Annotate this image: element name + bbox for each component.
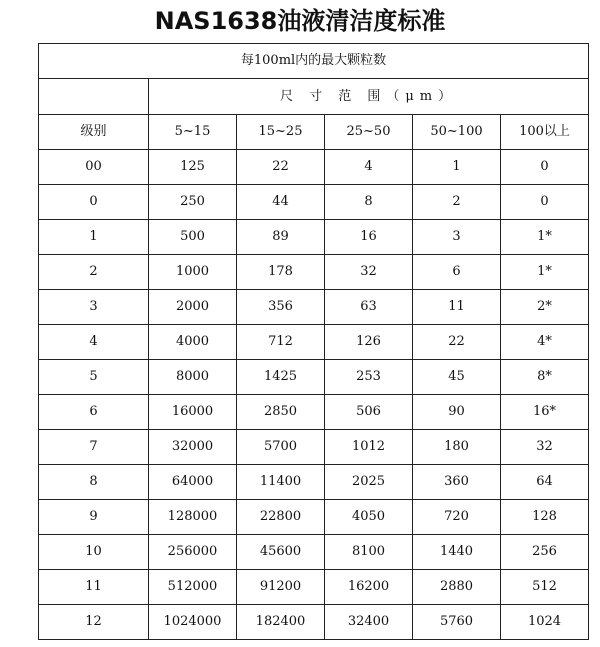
grade-cell: 00 bbox=[39, 150, 149, 185]
grade-cell: 11 bbox=[39, 570, 149, 605]
particle-count-cell: 89 bbox=[237, 220, 325, 255]
particle-count-cell: 1024 bbox=[501, 605, 589, 640]
particle-count-cell: 4050 bbox=[325, 500, 413, 535]
table-row bbox=[39, 570, 589, 605]
particle-count-cell: 63 bbox=[325, 290, 413, 325]
particle-count-cell: 712 bbox=[237, 325, 325, 360]
particle-count-cell: 64000 bbox=[149, 465, 237, 500]
grade-cell: 2 bbox=[39, 255, 149, 290]
particle-count-cell: 360 bbox=[413, 465, 501, 500]
particle-count-cell: 2* bbox=[501, 290, 589, 325]
particle-count-cell: 4 bbox=[325, 150, 413, 185]
particle-count-cell: 45 bbox=[413, 360, 501, 395]
grade-cell: 0 bbox=[39, 185, 149, 220]
particle-count-cell: 4000 bbox=[149, 325, 237, 360]
particle-count-cell: 0 bbox=[501, 185, 589, 220]
size-column-header: 50~100 bbox=[413, 115, 501, 150]
particle-count-cell: 22 bbox=[413, 325, 501, 360]
particle-count-cell: 1024000 bbox=[149, 605, 237, 640]
table-row bbox=[39, 395, 589, 430]
grade-cell: 9 bbox=[39, 500, 149, 535]
particle-count-cell: 16000 bbox=[149, 395, 237, 430]
particle-count-cell: 11400 bbox=[237, 465, 325, 500]
table-row bbox=[39, 465, 589, 500]
table-row bbox=[39, 500, 589, 535]
particle-count-cell: 720 bbox=[413, 500, 501, 535]
particle-count-cell: 256 bbox=[501, 535, 589, 570]
particle-count-cell: 180 bbox=[413, 430, 501, 465]
particle-count-cell: 45600 bbox=[237, 535, 325, 570]
particle-count-cell: 126 bbox=[325, 325, 413, 360]
particle-count-cell: 1000 bbox=[149, 255, 237, 290]
particle-count-cell: 90 bbox=[413, 395, 501, 430]
grade-cell: 6 bbox=[39, 395, 149, 430]
particle-count-cell: 32 bbox=[501, 430, 589, 465]
particle-count-cell: 32400 bbox=[325, 605, 413, 640]
particle-count-cell: 512 bbox=[501, 570, 589, 605]
grade-cell: 12 bbox=[39, 605, 149, 640]
particle-count-cell: 16 bbox=[325, 220, 413, 255]
particle-count-cell: 8 bbox=[325, 185, 413, 220]
particle-count-cell: 1012 bbox=[325, 430, 413, 465]
particle-count-cell: 0 bbox=[501, 150, 589, 185]
particle-count-cell: 128 bbox=[501, 500, 589, 535]
grade-cell: 5 bbox=[39, 360, 149, 395]
table-row bbox=[39, 325, 589, 360]
particle-count-cell: 253 bbox=[325, 360, 413, 395]
grade-cell: 3 bbox=[39, 290, 149, 325]
particle-count-cell: 4* bbox=[501, 325, 589, 360]
particle-count-cell: 6 bbox=[413, 255, 501, 290]
particle-count-cell: 128000 bbox=[149, 500, 237, 535]
table-row bbox=[39, 430, 589, 465]
table-row bbox=[39, 255, 589, 290]
particle-count-cell: 500 bbox=[149, 220, 237, 255]
table-caption: 每100ml内的最大颗粒数 bbox=[39, 44, 589, 79]
size-column-header: 15~25 bbox=[237, 115, 325, 150]
particle-count-cell: 250 bbox=[149, 185, 237, 220]
particle-count-cell: 1425 bbox=[237, 360, 325, 395]
particle-count-cell: 506 bbox=[325, 395, 413, 430]
page-title: NAS1638油液清洁度标准 bbox=[154, 7, 446, 35]
particle-count-cell: 2025 bbox=[325, 465, 413, 500]
grade-header: 级别 bbox=[39, 115, 149, 150]
grade-cell: 4 bbox=[39, 325, 149, 360]
particle-count-cell: 1* bbox=[501, 220, 589, 255]
table-row bbox=[39, 150, 589, 185]
particle-count-cell: 178 bbox=[237, 255, 325, 290]
particle-count-cell: 91200 bbox=[237, 570, 325, 605]
table-row bbox=[39, 605, 589, 640]
particle-count-cell: 8100 bbox=[325, 535, 413, 570]
size-column-header: 5~15 bbox=[149, 115, 237, 150]
particle-count-cell: 1440 bbox=[413, 535, 501, 570]
table-row bbox=[39, 220, 589, 255]
particle-count-cell: 44 bbox=[237, 185, 325, 220]
particle-count-cell: 3 bbox=[413, 220, 501, 255]
size-range-row bbox=[39, 79, 589, 115]
table-row bbox=[39, 185, 589, 220]
grade-cell: 10 bbox=[39, 535, 149, 570]
particle-count-cell: 356 bbox=[237, 290, 325, 325]
particle-count-cell: 22800 bbox=[237, 500, 325, 535]
particle-count-cell: 32000 bbox=[149, 430, 237, 465]
table-row bbox=[39, 290, 589, 325]
particle-count-cell: 1 bbox=[413, 150, 501, 185]
grade-cell: 8 bbox=[39, 465, 149, 500]
empty-corner-cell bbox=[39, 79, 149, 115]
particle-count-cell: 16200 bbox=[325, 570, 413, 605]
size-column-header: 25~50 bbox=[325, 115, 413, 150]
grade-cell: 1 bbox=[39, 220, 149, 255]
table-row bbox=[39, 360, 589, 395]
particle-count-cell: 2850 bbox=[237, 395, 325, 430]
particle-count-cell: 1* bbox=[501, 255, 589, 290]
table-row bbox=[39, 535, 589, 570]
particle-count-cell: 182400 bbox=[237, 605, 325, 640]
particle-count-cell: 16* bbox=[501, 395, 589, 430]
cleanliness-table bbox=[38, 43, 589, 640]
particle-count-cell: 125 bbox=[149, 150, 237, 185]
particle-count-cell: 2880 bbox=[413, 570, 501, 605]
particle-count-cell: 5760 bbox=[413, 605, 501, 640]
caption-row bbox=[39, 44, 589, 79]
column-header-row bbox=[39, 115, 589, 150]
particle-count-cell: 5700 bbox=[237, 430, 325, 465]
grade-cell: 7 bbox=[39, 430, 149, 465]
particle-count-cell: 64 bbox=[501, 465, 589, 500]
size-column-header: 100以上 bbox=[501, 115, 589, 150]
size-range-label: 尺 寸 范 围（μm） bbox=[149, 79, 589, 115]
particle-count-cell: 512000 bbox=[149, 570, 237, 605]
particle-count-cell: 2 bbox=[413, 185, 501, 220]
particle-count-cell: 11 bbox=[413, 290, 501, 325]
particle-count-cell: 8000 bbox=[149, 360, 237, 395]
particle-count-cell: 256000 bbox=[149, 535, 237, 570]
particle-count-cell: 22 bbox=[237, 150, 325, 185]
particle-count-cell: 2000 bbox=[149, 290, 237, 325]
particle-count-cell: 8* bbox=[501, 360, 589, 395]
particle-count-cell: 32 bbox=[325, 255, 413, 290]
